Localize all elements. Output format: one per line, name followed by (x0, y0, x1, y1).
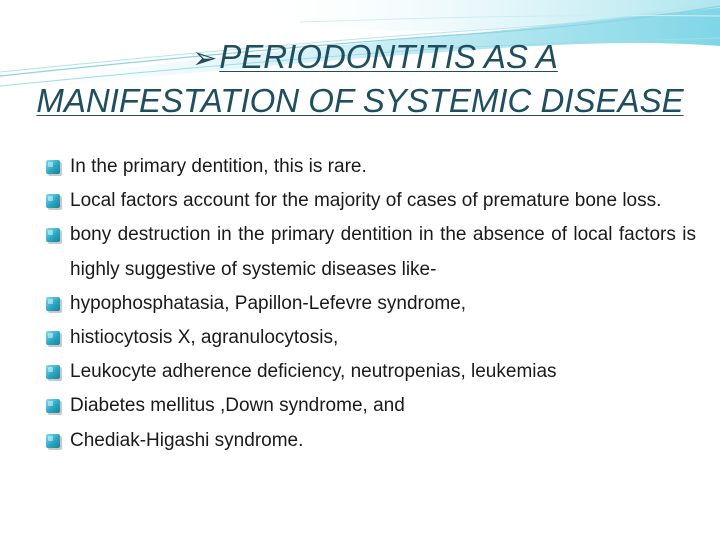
bullet-text-6: Leukocyte adherence deficiency, neutropenias, leukemias (70, 361, 557, 383)
bullet-text-4: hypophosphatasia, Papillon-Lefevre syndrome, (70, 292, 467, 314)
bullet-item-2 (44, 184, 696, 218)
bullet-item-5 (44, 321, 696, 355)
title-line-2: MANIFESTATION OF SYSTEMIC DISEASE (36, 82, 684, 119)
checkbox-bullet-icon (46, 228, 60, 242)
bullet-item-6 (44, 355, 696, 389)
bullet-item-8 (44, 424, 696, 458)
bullet-text-5: histiocytosis X, agranulocytosis, (70, 327, 339, 349)
title-line-1 (0, 36, 720, 80)
checkbox-bullet-icon (46, 160, 60, 174)
bullet-text-2: Local factors account for the majority of cases of premature bone loss. (70, 190, 662, 212)
bullet-item-7 (44, 389, 696, 423)
slide-title (0, 36, 720, 122)
checkbox-bullet-icon (46, 194, 60, 208)
bullet-list (44, 150, 696, 458)
bullet-item-1 (44, 150, 696, 184)
arrow-bullet-icon: ➢ (192, 42, 218, 75)
checkbox-bullet-icon (46, 365, 60, 379)
bullet-text-7: Diabetes mellitus ,Down syndrome, and (70, 395, 405, 417)
bullet-item-3 (44, 218, 696, 286)
checkbox-bullet-icon (46, 434, 60, 448)
bullet-item-4 (44, 287, 696, 321)
title-text-1: PERIODONTITIS AS A (219, 38, 558, 75)
bullet-text-8: Chediak-Higashi syndrome. (70, 429, 304, 451)
checkbox-bullet-icon (46, 399, 60, 413)
checkbox-bullet-icon (46, 297, 60, 311)
bullet-text-3: bony destruction in the primary dentition in the absence of local factors is highly suggestive of systemic diseases like- (70, 224, 696, 280)
checkbox-bullet-icon (46, 331, 60, 345)
bullet-text-1: In the primary dentition, this is rare. (70, 156, 367, 177)
